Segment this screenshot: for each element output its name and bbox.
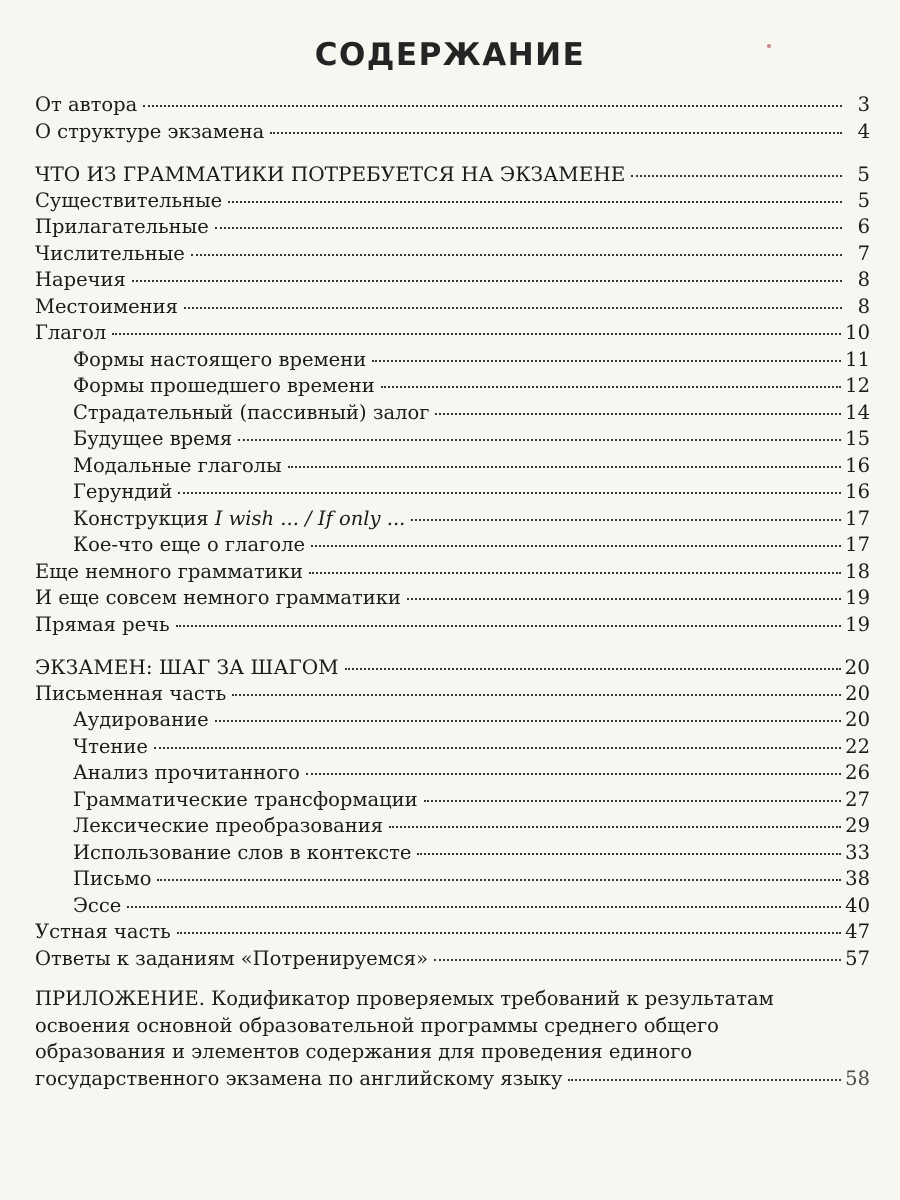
toc-entry-label — [35, 294, 178, 321]
toc-page-number: 12 — [845, 374, 870, 397]
dot-leader — [127, 906, 841, 908]
toc-entry-label — [35, 347, 366, 374]
dot-leader — [435, 413, 841, 415]
toc-entry-label — [35, 866, 151, 893]
toc-entry-label — [35, 813, 383, 840]
toc-entry-label-text: Эссе — [73, 893, 122, 917]
toc-entry-label-text: Страдательный (пассивный) залог — [73, 400, 430, 424]
toc-entry — [35, 919, 870, 946]
toc-page-number: 14 — [845, 400, 870, 424]
toc-page-number: 7 — [857, 241, 870, 265]
toc-entry-label — [35, 840, 411, 867]
toc-entry-label — [35, 681, 226, 708]
toc-page-number: 3 — [857, 93, 870, 116]
toc-entry — [35, 479, 870, 506]
toc-page-number: 29 — [845, 814, 870, 837]
toc-entry-label-text: Наречия — [35, 268, 126, 291]
toc-page-number: 33 — [845, 840, 870, 864]
dot-leader — [143, 105, 842, 107]
toc-entry-label-text: ЧТО ИЗ ГРАММАТИКИ ПОТРЕБУЕТСЯ НА ЭКЗАМЕНЕ — [35, 162, 626, 186]
dot-leader — [434, 959, 841, 961]
toc-entry — [35, 347, 870, 374]
toc-page-number: 22 — [845, 734, 870, 758]
toc-entry-label-text: Письмо — [73, 867, 152, 890]
toc-entry-label-text: Герундий — [73, 480, 173, 503]
toc-entry-label — [35, 267, 126, 294]
dot-leader — [311, 545, 841, 547]
toc-entry-label-text: Использование слов в контексте — [73, 840, 412, 864]
toc-page-number: 5 — [857, 188, 870, 212]
dot-leader — [184, 307, 842, 309]
toc-entry — [35, 267, 870, 294]
toc-entry-label-text: Анализ прочитанного — [73, 761, 300, 784]
toc-page-number: 20 — [845, 708, 870, 731]
dot-leader — [238, 439, 841, 441]
dot-leader — [417, 853, 841, 855]
toc-page-number: 20 — [844, 655, 870, 679]
dot-leader — [288, 466, 841, 468]
dot-leader — [411, 519, 841, 521]
dot-leader — [372, 360, 841, 362]
toc-entry-label-text: ЭКЗАМЕН: ШАГ ЗА ШАГОМ — [35, 655, 339, 679]
toc-entry-label-text: О структуре экзамена — [35, 119, 265, 143]
dot-leader — [389, 826, 841, 828]
toc-entry-label — [35, 707, 209, 734]
section-spacer — [35, 638, 870, 654]
toc-entry-label — [35, 585, 401, 612]
toc-page-number: 17 — [845, 533, 870, 556]
toc-entry — [35, 681, 870, 708]
toc-entry — [35, 119, 870, 146]
toc-entry — [35, 893, 870, 920]
toc-appendix-entry — [35, 986, 870, 1092]
toc-entry-label-text: Аудирование — [73, 708, 209, 731]
appendix-last-line — [35, 1066, 870, 1093]
dot-leader — [178, 492, 841, 494]
dot-leader — [631, 175, 842, 177]
toc-entry-label-text: Чтение — [73, 734, 148, 758]
toc-entry-label — [35, 320, 106, 347]
toc-page-number: 6 — [857, 215, 870, 238]
toc-entry — [35, 840, 870, 867]
toc-entry-label-text: Еще немного грамматики — [35, 559, 303, 583]
toc-page-number: 15 — [845, 427, 870, 450]
dot-leader — [232, 694, 841, 696]
toc-entry-label-text: Модальные глаголы — [73, 453, 282, 477]
toc-entry-label-text: Кое-что еще о глаголе — [73, 533, 306, 556]
toc-page-number: 4 — [857, 119, 870, 143]
dot-leader — [270, 132, 842, 134]
toc-entry — [35, 787, 870, 814]
toc-page-number: 16 — [845, 453, 870, 477]
toc-entry-label — [35, 188, 222, 215]
toc-page-number: 5 — [857, 162, 870, 186]
dot-leader — [407, 598, 841, 600]
toc-entry-label-text: Грамматические трансформации — [73, 787, 418, 811]
appendix-line: образования и элементов содержания для проведения единого — [35, 1040, 693, 1063]
toc-entry — [35, 506, 870, 533]
toc-entry-label-text: Ответы к заданиям «Потренируемся» — [35, 946, 429, 970]
toc-entry-label — [35, 654, 339, 681]
toc-entry — [35, 813, 870, 840]
toc-entry-label — [35, 919, 171, 946]
toc-entry-label-text: От автора — [35, 93, 138, 116]
toc-entry-label-text: Глагол — [35, 321, 107, 344]
toc-entry-label-text: И еще совсем немного грамматики — [35, 586, 401, 609]
toc-entry-label-text: Прямая речь — [35, 612, 170, 636]
appendix-line: ПРИЛОЖЕНИЕ. Кодификатор проверяемых требований к результатам — [35, 987, 774, 1010]
toc-entry-label — [35, 214, 209, 241]
toc-entry — [35, 294, 870, 321]
toc-entry — [35, 453, 870, 480]
toc-entry — [35, 532, 870, 559]
toc-entry — [35, 241, 870, 268]
dot-leader — [191, 254, 842, 256]
toc-entry-label — [35, 760, 300, 787]
toc-entry-label — [35, 161, 625, 188]
toc-entry-label — [35, 373, 375, 400]
toc-entry-label-text: Формы прошедшего времени — [73, 374, 375, 397]
toc-page-number: 38 — [845, 867, 870, 890]
appendix-line: освоения основной образовательной программы среднего общего — [35, 1013, 719, 1037]
toc-section-heading — [35, 654, 870, 681]
toc-entry-label — [35, 400, 429, 427]
dot-leader — [215, 720, 842, 722]
toc-page-number: 40 — [845, 893, 870, 917]
toc-page-number: 10 — [845, 321, 870, 344]
toc-entry — [35, 760, 870, 787]
dot-leader — [215, 227, 842, 229]
dot-leader — [112, 333, 841, 335]
dot-leader — [154, 747, 841, 749]
dot-leader — [177, 932, 841, 934]
toc-entry-label-text: Устная часть — [35, 920, 171, 943]
toc-entry — [35, 612, 870, 639]
section-spacer — [35, 972, 870, 986]
dot-leader — [176, 625, 842, 627]
toc-entry-label-text: Будущее время — [73, 427, 233, 450]
toc-entry — [35, 320, 870, 347]
toc-entry-label — [35, 92, 137, 119]
toc-page-number: 17 — [845, 506, 870, 530]
dot-leader — [132, 280, 842, 282]
toc-entry-label-text: Существительные — [35, 188, 223, 212]
toc-entry-label-text: Прилагательные — [35, 215, 209, 238]
toc-entry-label — [35, 559, 303, 586]
toc-page-number: 26 — [845, 761, 870, 784]
toc-page-number: 8 — [857, 268, 870, 291]
toc-entry-label — [35, 119, 264, 146]
toc-entry-label — [35, 241, 185, 268]
toc-entry — [35, 426, 870, 453]
toc-page-number: 18 — [845, 559, 870, 583]
table-of-contents — [35, 92, 870, 1092]
toc-entry-label — [35, 893, 121, 920]
toc-entry-label — [35, 479, 172, 506]
dot-leader — [424, 800, 842, 802]
toc-page-number: 57 — [845, 946, 870, 970]
toc-entry — [35, 92, 870, 119]
toc-page-number: 58 — [845, 1066, 870, 1090]
toc-entry-label-text: Лексические преобразования — [73, 814, 384, 837]
dot-leader — [309, 572, 841, 574]
toc-entry-label-text: Конструкция — [73, 506, 215, 530]
toc-entry — [35, 188, 870, 215]
toc-entry — [35, 214, 870, 241]
toc-page-number: 19 — [845, 612, 870, 636]
toc-entry-label-text: Письменная часть — [35, 681, 227, 705]
page-title: СОДЕРЖАНИЕ — [314, 37, 586, 73]
toc-entry — [35, 866, 870, 893]
toc-page-number: 19 — [845, 586, 870, 609]
dot-leader — [306, 773, 841, 775]
dot-leader — [228, 201, 842, 203]
section-spacer — [35, 145, 870, 161]
toc-entry-label — [35, 453, 282, 480]
dot-leader — [157, 879, 841, 881]
toc-entry — [35, 734, 870, 761]
toc-entry — [35, 946, 870, 973]
toc-entry — [35, 559, 870, 586]
toc-page-number: 16 — [845, 480, 870, 503]
toc-entry-label — [35, 506, 405, 533]
toc-entry-label — [35, 734, 148, 761]
toc-section-heading — [35, 161, 870, 188]
toc-entry-label — [35, 787, 418, 814]
toc-entry — [35, 585, 870, 612]
toc-entry-label — [35, 532, 305, 559]
toc-entry-label — [35, 426, 232, 453]
toc-entry-label-text: Числительные — [35, 241, 185, 265]
toc-page-number: 11 — [845, 347, 870, 371]
dot-leader — [345, 668, 841, 670]
toc-entry-label-text: Формы настоящего времени — [73, 347, 367, 371]
toc-entry-label-text: Местоимения — [35, 294, 178, 318]
toc-page-number: 27 — [845, 787, 870, 811]
toc-entry-label — [35, 946, 428, 973]
dot-leader — [568, 1079, 841, 1081]
toc-page-number: 47 — [845, 920, 870, 943]
dot-leader — [381, 386, 841, 388]
toc-entry-label-italic: I wish ... / If only ... — [214, 506, 406, 530]
toc-entry — [35, 707, 870, 734]
toc-page-number: 20 — [845, 681, 870, 705]
toc-entry — [35, 373, 870, 400]
appendix-last-line-label: государственного экзамена по английскому языку — [35, 1066, 563, 1090]
toc-entry-label — [35, 612, 170, 639]
toc-page-number: 8 — [857, 294, 870, 318]
toc-entry — [35, 400, 870, 427]
